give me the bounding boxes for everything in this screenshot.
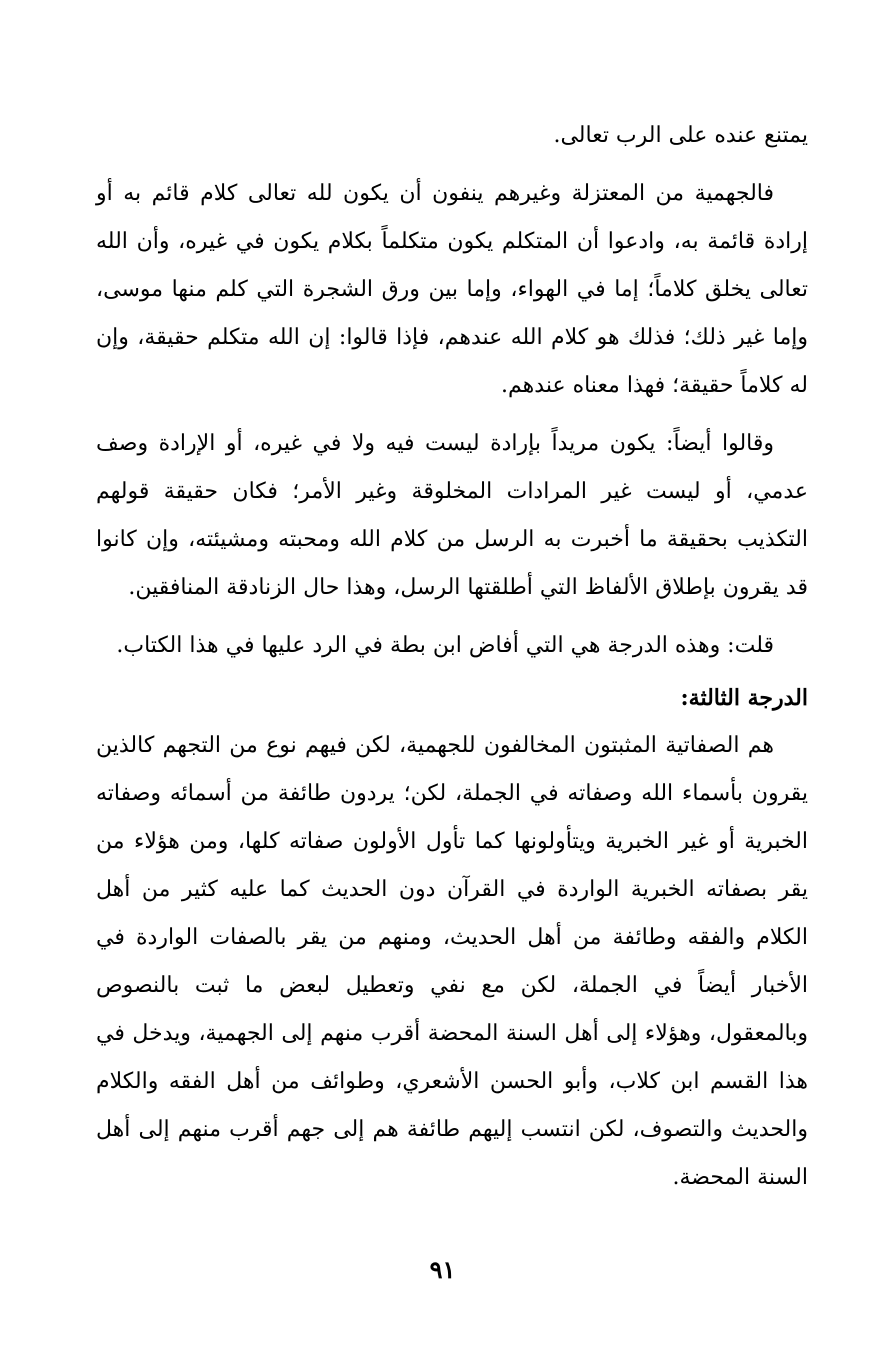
section-heading: الدرجة الثالثة:: [680, 685, 808, 711]
paragraph-sifatiyya: هم الصفاتية المثبتون المخالفون للجهمية، لكن فيهم نوع من التجهم كالذين يقرون بأسماء الله وصفاته في الجملة، لكن؛ يردون طائفة من أسمائه وصفاته الخبرية أو غير الخبرية ويتأولونها كما تأول الأولون صفاته كلها، ومن هؤلاء من يقر بصفاته الخبرية الواردة في القرآن دون الحديث كما عليه كثير من أهل الكلام والفقه وطائفة من أهل الحديث، ومنهم من يقر بالصفات الواردة في الأخبار أيضاً في الجملة، لكن مع نفي وتعطيل لبعض ما ثبت بالنصوص وبالمعقول، وهؤلاء إلى أهل السنة المحضة أقرب منهم إلى الجهمية، ويدخل في هذا القسم ابن كلاب، وأبو الحسن الأشعري، وطوائف من أهل الفقه والكلام والحديث والتصوف، لكن انتسب إليهم طائفة هم إلى جهم أقرب منهم إلى أهل السنة المحضة.: [96, 733, 808, 1190]
paragraph-qultu: قلت: وهذه الدرجة هي التي أفاض ابن بطة في الرد عليها في هذا الكتاب.: [116, 633, 774, 658]
page-number: ٩١: [429, 1255, 456, 1284]
page-body: [96, 112, 808, 1202]
paragraph-continuation: يمتنع عنده على الرب تعالى.: [553, 123, 808, 148]
paragraph-irada: وقالوا أيضاً: يكون مريداً بإرادة ليست فيه ولا في غيره، أو الإرادة وصف عدمي، أو ليست غير المرادات المخلوقة وغير الأمر؛ فكان حقيقة قولهم التكذيب بحقيقة ما أخبرت به الرسل من كلام الله ومحبته ومشيئته، وإن كانوا قد يقرون بإطلاق الألفاظ التي أطلقتها الرسل، وهذا حال الزنادقة المنافقين.: [96, 431, 808, 600]
paragraph-jahmiyya: فالجهمية من المعتزلة وغيرهم ينفون أن يكون لله تعالى كلام قائم به أو إرادة قائمة به، وادعوا أن المتكلم يكون متكلماً بكلام يكون في غيره، وأن الله تعالى يخلق كلاماً؛ إما في الهواء، وإما بين ورق الشجرة التي كلم منها موسى، وإما غير ذلك؛ فذلك هو كلام الله عندهم، فإذا قالوا: إن الله متكلم حقيقة، وإن له كلاماً حقيقة؛ فهذا معناه عندهم.: [96, 181, 808, 398]
